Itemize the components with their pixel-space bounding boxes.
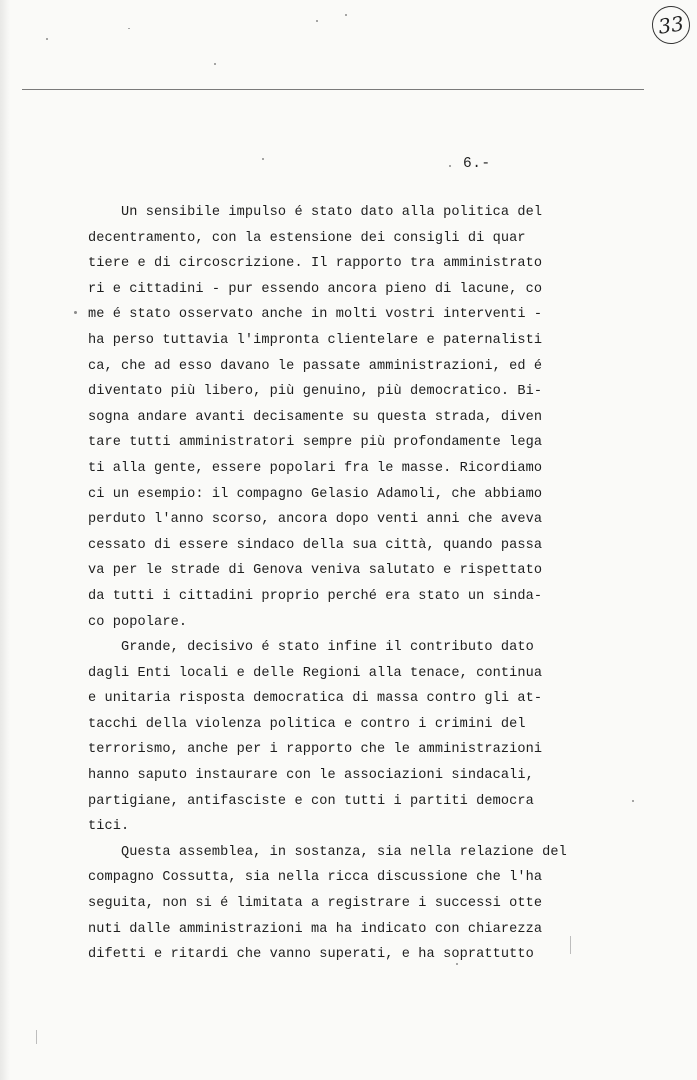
- scan-speck: [46, 38, 48, 40]
- scan-speck: [449, 165, 451, 167]
- text-line: ca, che ad esso davano le passate amministrazioni, ed é: [88, 358, 543, 374]
- scan-speck: [316, 20, 318, 22]
- text-line: ci un esempio: il compagno Gelasio Adamoli, che abbiamo: [88, 486, 543, 502]
- text-line: nuti dalle amministrazioni ma ha indicato con chiarezza: [88, 921, 543, 937]
- text-line: va per le strade di Genova veniva salutato e rispettato: [88, 563, 543, 579]
- text-line: Grande, decisivo é stato infine il contributo dato: [88, 640, 534, 656]
- text-line: Questa assemblea, in sostanza, sia nella relazione del: [88, 844, 567, 860]
- scan-speck: [632, 800, 634, 802]
- text-line: seguita, non si é limitata a registrare i successi otte: [88, 896, 543, 912]
- page-number: 6.-: [463, 156, 491, 172]
- text-line: tare tutti amministratori sempre più profondamente lega: [88, 435, 543, 451]
- text-line: hanno saputo instaurare con le associazioni sindacali,: [88, 768, 534, 784]
- archive-page-stamp: 33: [650, 4, 693, 47]
- top-rule-line: [22, 89, 644, 90]
- text-line: e unitaria risposta democratica di massa contro gli at-: [88, 691, 543, 707]
- text-line: me é stato osservato anche in molti vostri interventi -: [88, 307, 543, 323]
- margin-mark: [36, 1030, 37, 1044]
- scan-speck: [128, 28, 130, 29]
- text-line: difetti e ritardi che vanno superati, e ha soprattutto: [88, 947, 534, 963]
- text-line: tici.: [88, 819, 130, 835]
- text-line: decentramento, con la estensione dei consigli di quar: [88, 230, 526, 246]
- scan-speck: [74, 311, 77, 314]
- scan-speck: [214, 63, 216, 65]
- text-line: tiere e di circoscrizione. Il rapporto tra amministrato: [88, 256, 543, 272]
- text-line: co popolare.: [88, 614, 188, 630]
- text-line: ti alla gente, essere popolari fra le masse. Ricordiamo: [88, 460, 543, 476]
- text-line: terrorismo, anche per i rapporto che le amministrazioni: [88, 742, 543, 758]
- scan-edge-shadow: [0, 0, 10, 1080]
- text-line: tacchi della violenza politica e contro i crimini del: [88, 716, 526, 732]
- text-line: Un sensibile impulso é stato dato alla politica del: [88, 205, 543, 220]
- margin-mark: [570, 936, 571, 954]
- text-line: diventato più libero, più genuino, più democratico. Bi-: [88, 384, 543, 400]
- text-line: cessato di essere sindaco della sua città, quando passa: [88, 537, 543, 553]
- text-line: dagli Enti locali e delle Regioni alla tenace, continua: [88, 665, 543, 681]
- text-line: compagno Cossutta, sia nella ricca discussione che l'ha: [88, 870, 543, 886]
- scan-speck: [262, 158, 264, 160]
- text-line: sogna andare avanti decisamente su questa strada, diven: [88, 409, 543, 425]
- text-line: ri e cittadini - pur essendo ancora pieno di lacune, co: [88, 281, 543, 297]
- scan-speck: [345, 14, 347, 16]
- typed-body-text: [88, 200, 568, 968]
- text-line: da tutti i cittadini proprio perché era stato un sinda-: [88, 588, 543, 604]
- text-line: partigiane, antifasciste e con tutti i partiti democra: [88, 793, 534, 809]
- text-line: ha perso tuttavia l'impronta clientelare e paternalisti: [88, 332, 543, 348]
- text-line: perduto l'anno scorso, ancora dopo venti anni che aveva: [88, 512, 543, 528]
